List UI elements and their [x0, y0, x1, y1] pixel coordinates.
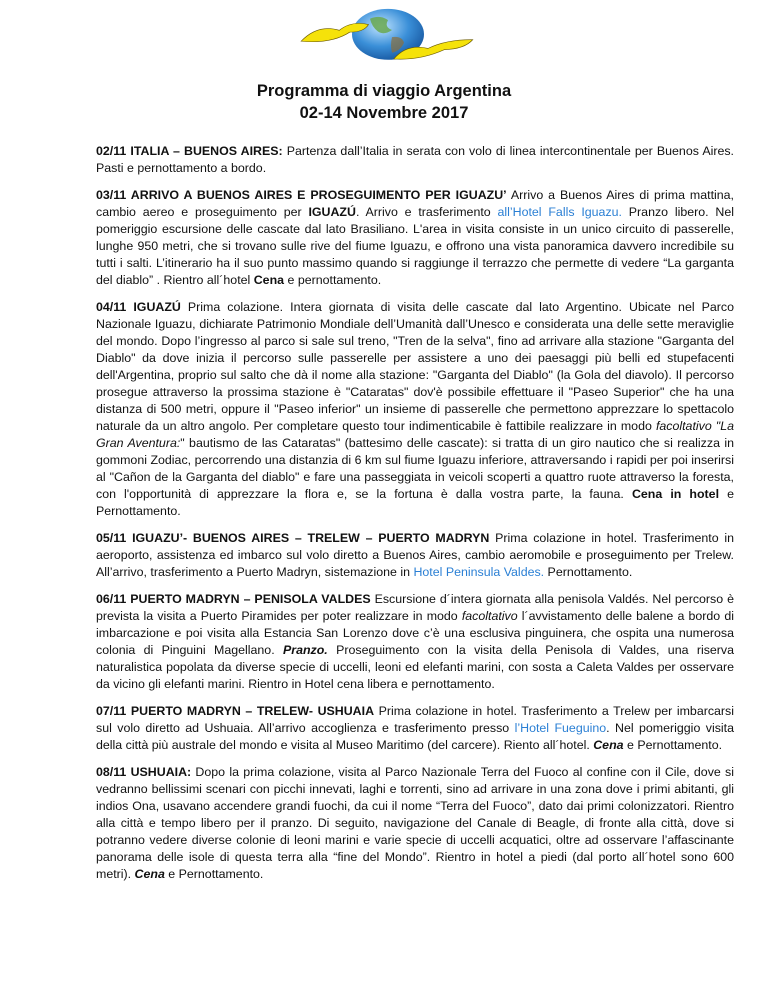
document-title — [0, 80, 768, 124]
day-heading: 04/11 IGUAZÚ — [96, 300, 181, 314]
day-heading: 06/11 PUERTO MADRYN – PENISOLA VALDES — [96, 592, 371, 606]
day-text: e Pernottamento. — [96, 487, 734, 518]
day-text: Arrivo a Buenos Aires di prima mattina, cambio aereo e proseguimento per — [96, 188, 735, 219]
day-text: IGUAZÚ — [308, 205, 356, 219]
day-heading: 02/11 ITALIA – BUENOS AIRES: — [96, 144, 283, 158]
day-text: facoltativo "La Gran Aventura: — [96, 419, 734, 450]
day-text: Pernottamento. — [544, 565, 633, 579]
day-text: Cena — [134, 867, 165, 881]
day-text: Dopo la prima colazione, visita al Parco Nazionale Terra del Fuoco al confine con il Cile, dove si vedranno bellissimi scenari con picchi innevati, laghi e torrenti, sino ad arrivare in una zona dove i primi abitanti, gli indios Ona, usavano accendere grandi fuochi, da cui il nome “Terra del Fuoco”, dato dai primi colonizzatori. Rientro alla città e tempo libero per il pranzo. Di seguito, navigazione del Canale di Beagle, di fronte alla città, dove si potranno vedere diverse colonie di leoni marini e varie specie di uccelli acquatici, oltre ad osservare l’affascinante panorama delle isole di questa terra alla “fine del Mondo”. Rientro in hotel a piedi (dal porto all´hotel sono 600 metri). — [96, 765, 734, 881]
itinerary-day — [96, 530, 734, 581]
globe-logo-icon — [288, 6, 488, 64]
itinerary-day — [96, 764, 734, 883]
itinerary-day — [96, 143, 734, 177]
day-text: . Arrivo e trasferimento — [355, 205, 498, 219]
day-text: " bautismo de las Cataratas" (battesimo delle cascate): si tratta di un giro nautico che si realizza in gommoni Zodiac, percorrendo una distanzia di 6 km sul fiume Iguazu inferiore, attraversando i rapidi per poi inserirsi al "Cañon de la Garganta del diablo" e fare una passeggiata in veicoli scoperti a quattro ruote attraverso la foresta, con l'opportunità di apprezzare la flora e, se la fortuna è dalla vostra parte, la fauna. — [96, 436, 734, 501]
itinerary-day — [96, 591, 734, 693]
day-text: l´avvistamento delle balene a bordo di imbarcazione e poi visita alla Estancia San Lorenzo dove c’è una esclusiva pinguinera, che ospita una numerosa colonia di Pinguini Magellano. — [96, 609, 734, 657]
day-text: Escursione d´intera giornata alla penisola Valdés. Nel percorso è prevista la visita a Puerto Piramides per poter realizzare in modo — [96, 592, 735, 623]
day-heading: 05/11 IGUAZU’- BUENOS AIRES – TRELEW – PUERTO MADRYN — [96, 531, 490, 545]
day-text: Cena — [253, 273, 285, 287]
day-text: e Pernottamento. — [164, 867, 264, 881]
day-text: Proseguimento con la visita della Penisola di Valdes, una riserva naturalistica popolata da diverse specie di uccelli, leoni ed elefanti marini, con sosta a Caleta Valdes per osservare da vicino gli elefanti marini. Rientro in Hotel cena libera e pernottamento. — [96, 643, 735, 691]
hotel-link[interactable]: Hotel Peninsula Valdes. — [413, 565, 545, 579]
day-text: Prima colazione in hotel. Trasferimento a Trelew per imbarcarsi sul volo diretto ad Ushuaia. All’arrivo accoglienza e trasferimento presso — [96, 704, 734, 735]
title-line-2: 02-14 Novembre 2017 — [299, 104, 469, 122]
day-text: e pernottamento. — [284, 273, 382, 287]
itinerary-day — [96, 703, 734, 754]
title-line-1: Programma di viaggio Argentina — [256, 82, 512, 100]
day-heading: 08/11 USHUAIA: — [96, 765, 192, 779]
day-heading: 07/11 PUERTO MADRYN – TRELEW- USHUAIA — [96, 704, 375, 718]
day-text: Prima colazione in hotel. Trasferimento in aeroporto, assistenza ed imbarco sul volo diretto a Buenos Aires, cambio aeromobile e proseguimento per Trelew. All’arrivo, trasferimento a Puerto Madryn, sistemazione in — [96, 531, 734, 579]
day-text: Pranzo libero. Nel pomeriggio escursione delle cascate dal lato Brasiliano. L'area in visita consiste in un unico circuito di passerelle, lunghe 950 metri, che si trovano sulle rive del fiume Iguazu, e offrono una vista panoramica davvero incredibile su tutti i salti. L’itinerario ha il suo punto massimo quando si raggiunge il terrazzo che permette di vedere “La garganta del diablo” . Rientro all´hotel — [96, 205, 734, 287]
day-text: . Nel pomeriggio visita della città più australe del mondo e visita al Museo Maritimo (del carcere). Riento all´hotel. — [96, 721, 734, 752]
day-heading: 03/11 ARRIVO A BUENOS AIRES E PROSEGUIMENTO PER IGUAZU’ — [96, 188, 507, 202]
day-text: Cena — [593, 738, 624, 752]
day-text: facoltativo — [461, 609, 518, 623]
day-text: Pranzo. — [283, 643, 328, 657]
day-text: e Pernottamento. — [623, 738, 723, 752]
day-text: Partenza dall’Italia in serata con volo di linea intercontinentale per Buenos Aires. Pasti e pernottamento a bordo. — [96, 144, 734, 175]
hotel-link[interactable]: l’Hotel Fueguino — [514, 721, 607, 735]
day-text: Cena in hotel — [631, 487, 720, 501]
itinerary-day — [96, 187, 734, 289]
hotel-link[interactable]: all’Hotel Falls Iguazu. — [497, 205, 622, 219]
day-text: Prima colazione. Intera giornata di visita delle cascate dal lato Argentino. Ubicate nel Parco Nazionale Iguazu, dichiarate Patrimonio Mondiale dell’Umanità dall’Unesco e considerata una delle sette meraviglie del mondo. Dopo l’ingresso al parco si sale sul treno, "Tren de la selva", fino ad arrivare alla stazione "Garganta del Diablo" da dove inizia il percorso sulle passerelle per assistere a uno dei paesaggi più belli ed stupefacenti dell'Argentina, proprio sul salto che dà il nome alla stazione: "Garganta del Diablo" (la Gola del diavolo). Il percorso prosegue attraverso la prossima stazione è "Cataratas" dov'è possibile effettuare il "Paseo Superior" che ha una distanza di 500 metri, oppure il "Paseo inferior" un insieme di passerelle che permettono apprezzare lo spettacolo naturale da un altro angolo. Per completare questo tour indimenticabile è fattibile realizzare in modo — [96, 300, 734, 433]
itinerary-day — [96, 299, 734, 520]
smag-viaggi-logo — [288, 6, 488, 64]
itinerary — [96, 143, 734, 893]
